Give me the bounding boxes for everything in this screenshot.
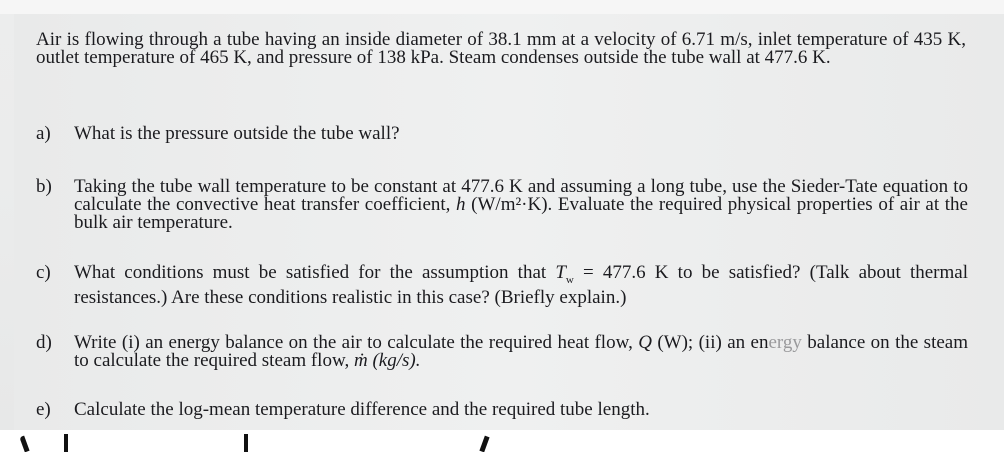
question-a xyxy=(36,125,968,143)
question-c-text-part1: What conditions must be satisfied for the assumption that xyxy=(74,262,556,283)
question-d-text-part4: (kg/s). xyxy=(367,350,421,371)
question-e xyxy=(36,401,968,419)
symbol-t-subscript: w xyxy=(565,273,574,286)
question-b-text-part1: Taking the tube wall temperature to be constant at 477.6 K and assuming a long tube, use the Sieder-Tate equation to calculate the convective heat transfer coefficient, xyxy=(74,176,968,215)
symbol-t: T xyxy=(555,262,566,283)
question-d-text xyxy=(74,334,968,370)
question-e-text: Calculate the log-mean temperature difference and the required tube length. xyxy=(74,399,650,420)
stroke-mark-1 xyxy=(64,434,68,452)
question-c xyxy=(36,264,968,307)
bracket-mark-right xyxy=(479,436,489,452)
top-margin-strip xyxy=(0,0,1004,14)
question-d-label: d) xyxy=(36,332,52,353)
question-b-text-part2: (W/m²·K). Evaluate the required physical properties of air at the bulk air temperature. xyxy=(74,194,968,233)
question-d-text-faded: ergy xyxy=(768,332,802,353)
question-c-label: c) xyxy=(36,262,51,283)
question-b xyxy=(36,178,968,232)
question-b-label: b) xyxy=(36,176,52,197)
question-e-label: e) xyxy=(36,399,51,420)
question-d xyxy=(36,334,968,370)
question-c-text-part2: = 477.6 K to be satisfied? (Talk about thermal resistances.) Are these conditions realistic in this case? (Briefly explain.) xyxy=(74,262,968,308)
stroke-mark-2 xyxy=(244,434,248,452)
bottom-handwriting-strip xyxy=(0,430,1004,452)
question-a-text: What is the pressure outside the tube wall? xyxy=(74,123,400,144)
question-d-text-part3: balance on the steam to calculate the required steam flow, xyxy=(74,332,968,371)
problem-statement: Air is flowing through a tube having an inside diameter of 38.1 mm at a velocity of 6.71 m/s, inlet temperature of 435 K, outlet temperature of 465 K, and pressure of 138 kPa. Steam condenses outside the tube wall at 477.6 K. xyxy=(36,29,966,68)
symbol-q: Q xyxy=(638,332,652,353)
symbol-h: h xyxy=(456,194,466,215)
question-d-text-part2: (W); (ii) an en xyxy=(651,332,769,353)
question-a-label: a) xyxy=(36,123,51,144)
question-c-text xyxy=(74,264,968,307)
symbol-m-dot: ṁ xyxy=(353,350,368,371)
question-d-text-part1: Write (i) an energy balance on the air to calculate the required heat flow, xyxy=(74,332,639,353)
bracket-mark-left xyxy=(19,436,29,452)
question-b-text xyxy=(74,178,968,232)
